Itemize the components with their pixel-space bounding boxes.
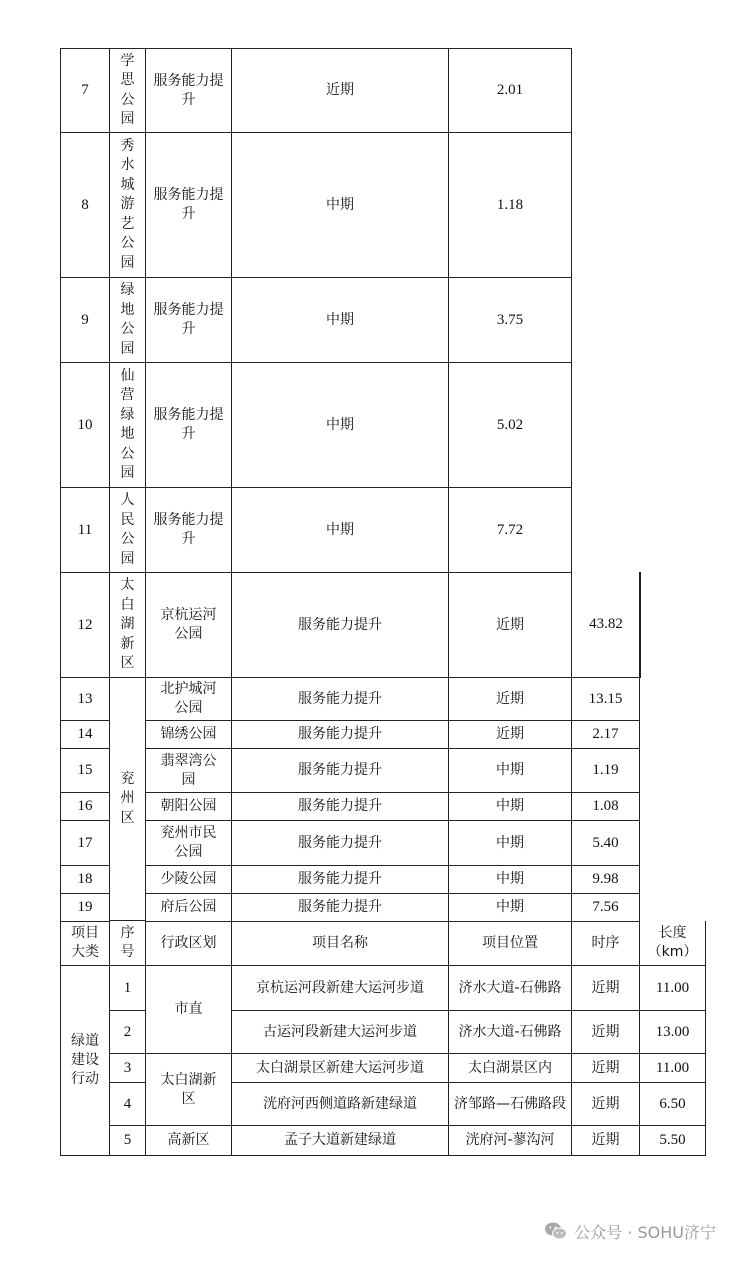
table-cell-length: 5.50	[639, 1125, 706, 1156]
table-cell-park-name: 锦绣公园	[145, 720, 232, 749]
table-cell-no: 10	[60, 362, 110, 488]
table-cell-value: 2.01	[448, 48, 572, 133]
table-cell-no: 15	[60, 748, 110, 793]
table-cell-no: 9	[60, 277, 110, 363]
table-cell-park-name: 绿地公园	[109, 277, 146, 363]
table-cell-value: 5.02	[448, 362, 572, 488]
table-cell-period: 近期	[448, 720, 572, 749]
table-cell-name: 太白湖景区新建大运河步道	[231, 1053, 449, 1083]
table-cell-name: 古运河段新建大运河步道	[231, 1010, 449, 1054]
table-cell-type: 服务能力提升	[145, 277, 232, 363]
table-cell-location: 太白湖景区内	[448, 1053, 572, 1083]
table-cell-park-name: 兖州市民公园	[145, 820, 232, 866]
table-cell-period: 近期	[571, 965, 640, 1011]
header-no: 序号	[109, 921, 146, 966]
table-cell-no: 5	[109, 1125, 146, 1156]
table-cell-type: 服务能力提升	[145, 487, 232, 573]
table-cell-value: 5.40	[571, 820, 640, 866]
table-cell-type: 服务能力提升	[231, 865, 449, 894]
header-name: 项目名称	[231, 921, 449, 966]
table-cell-value: 7.72	[448, 487, 572, 573]
table-cell-period: 近期	[571, 1010, 640, 1054]
table-cell-park-name: 北护城河公园	[145, 677, 232, 721]
table-cell-no: 8	[60, 132, 110, 278]
table-cell-period: 近期	[571, 1125, 640, 1156]
table-cell-no: 7	[60, 48, 110, 133]
wechat-icon	[544, 1221, 568, 1241]
table-cell-value: 7.56	[571, 893, 640, 922]
table-cell-park-name: 京杭运河公园	[145, 572, 232, 678]
watermark	[544, 1218, 716, 1244]
table-cell-park-name: 府后公园	[145, 893, 232, 922]
table-cell-length: 13.00	[639, 1010, 706, 1054]
table-cell-location: 济邹路—石佛路段	[448, 1082, 572, 1126]
header-district: 行政区划	[145, 921, 232, 966]
table-cell-location: 洸府河-蓼沟河	[448, 1125, 572, 1156]
table-cell-period: 近期	[571, 1053, 640, 1083]
table-cell-value: 9.98	[571, 865, 640, 894]
table-cell-name: 京杭运河段新建大运河步道	[231, 965, 449, 1011]
table-cell-length: 11.00	[639, 1053, 706, 1083]
table-cell-district-taibaihu: 太白湖新区	[145, 1053, 232, 1126]
table-cell-district-gaoxin: 高新区	[145, 1125, 232, 1156]
table-cell-period: 中期	[231, 132, 449, 278]
table-cell-no: 19	[60, 893, 110, 922]
table-cell-park-name: 少陵公园	[145, 865, 232, 894]
table-cell-no: 16	[60, 792, 110, 821]
table-cell-park-name: 秀水城游艺公园	[109, 132, 146, 278]
table-cell-no: 2	[109, 1010, 146, 1054]
table-cell-no: 14	[60, 720, 110, 749]
table-cell-type: 服务能力提升	[145, 132, 232, 278]
table-cell-type: 服务能力提升	[231, 792, 449, 821]
table-cell-park-name: 人民公园	[109, 487, 146, 573]
table-cell-period: 近期	[571, 1082, 640, 1126]
table-cell-park-name: 朝阳公园	[145, 792, 232, 821]
header-period: 时序	[571, 921, 640, 966]
table-cell-value: 1.18	[448, 132, 572, 278]
watermark-text: 公众号 · SOHU济宁	[574, 1222, 716, 1242]
table-cell-type: 服务能力提升	[231, 677, 449, 721]
table-cell-value: 1.19	[571, 748, 640, 793]
table-cell-value: 1.08	[571, 792, 640, 821]
table-cell-no: 4	[109, 1082, 146, 1126]
table-cell-park-name: 学思公园	[109, 48, 146, 133]
table-cell-length: 11.00	[639, 965, 706, 1011]
table-cell-value: 13.15	[571, 677, 640, 721]
table-cell-type: 服务能力提升	[231, 572, 449, 678]
table-cell-park-name: 仙营绿地公园	[109, 362, 146, 488]
table-cell-length: 6.50	[639, 1082, 706, 1126]
table-cell-period: 中期	[448, 820, 572, 866]
table-cell-no: 1	[109, 965, 146, 1011]
table-cell-type: 服务能力提升	[231, 820, 449, 866]
table-cell-location: 济水大道-石佛路	[448, 965, 572, 1011]
table-cell-value: 43.82	[571, 572, 641, 678]
table-cell-period: 近期	[448, 572, 572, 678]
table-cell-type: 服务能力提升	[145, 48, 232, 133]
table-cell-district-yanzhou: 兖州区	[109, 677, 146, 921]
table-cell-period: 中期	[448, 865, 572, 894]
header-location: 项目位置	[448, 921, 572, 966]
table-cell-district: 太白湖新区	[109, 572, 146, 678]
table-cell-park-name: 翡翠湾公园	[145, 748, 232, 793]
table-cell-category: 绿道建设行动	[60, 965, 110, 1156]
table-cell-value: 2.17	[571, 720, 640, 749]
header-length: 长度（km）	[639, 921, 706, 966]
table-cell-period: 中期	[448, 748, 572, 793]
table-cell-location: 济水大道-石佛路	[448, 1010, 572, 1054]
table-cell-period: 中期	[231, 277, 449, 363]
table-cell-no: 12	[60, 572, 110, 678]
table-cell-period: 中期	[231, 487, 449, 573]
table-cell-period: 近期	[448, 677, 572, 721]
table-cell-value: 3.75	[448, 277, 572, 363]
table-cell-type: 服务能力提升	[231, 893, 449, 922]
table-cell-district-shizhi: 市直	[145, 965, 232, 1054]
table-cell-type: 服务能力提升	[231, 748, 449, 793]
table-cell-no: 13	[60, 677, 110, 721]
table-cell-name: 洸府河西侧道路新建绿道	[231, 1082, 449, 1126]
table-cell-period: 中期	[448, 792, 572, 821]
table-cell-type: 服务能力提升	[145, 362, 232, 488]
table-cell-type: 服务能力提升	[231, 720, 449, 749]
table-cell-period: 中期	[231, 362, 449, 488]
table-cell-no: 18	[60, 865, 110, 894]
table-cell-period: 近期	[231, 48, 449, 133]
table-cell-no: 3	[109, 1053, 146, 1083]
table-cell-no: 17	[60, 820, 110, 866]
table-cell-name: 孟子大道新建绿道	[231, 1125, 449, 1156]
header-category: 项目大类	[60, 921, 110, 966]
table-cell-no: 11	[60, 487, 110, 573]
table-cell-period: 中期	[448, 893, 572, 922]
